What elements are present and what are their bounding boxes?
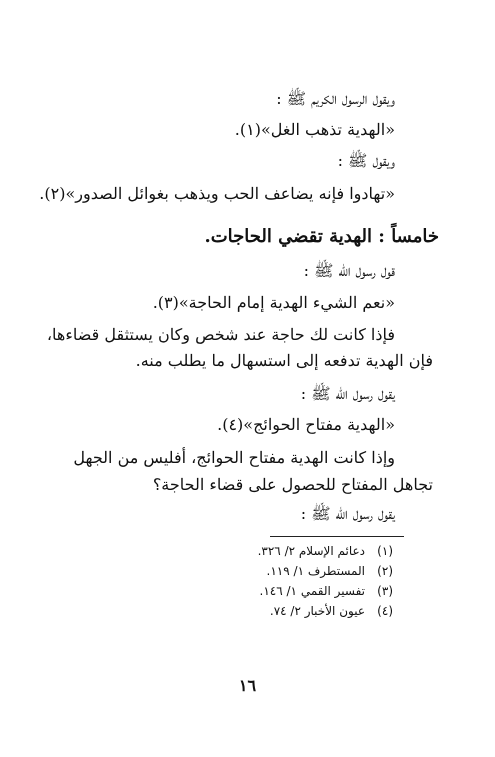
quote-line: «الهدية مفتاح الحوائج»(٤). bbox=[217, 415, 395, 434]
paragraph-line: فإذا كانت لك حاجة عند شخص وكان يستثقل قضاءها، bbox=[46, 325, 395, 344]
paragraph-line: تجاهل المفتاح للحصول على قضاء الحاجة؟ bbox=[152, 475, 433, 494]
text-line: يقول رسول الله ﷺ : bbox=[300, 384, 395, 403]
footnote-text: عيون الأخبار ٢/ ٧٤. bbox=[269, 604, 365, 618]
footnote-text: تفسير القمي ١/ ١٤٦. bbox=[259, 584, 365, 598]
paragraph-line: وإذا كانت الهدية مفتاح الحوائج، أفليس من الجهل bbox=[73, 448, 395, 467]
footnote-text: دعائم الإسلام ٢/ ٣٢٦. bbox=[257, 544, 365, 558]
footnote-number: (١) bbox=[377, 544, 393, 558]
text-line: قول رسول الله ﷺ : bbox=[303, 261, 395, 280]
footnote bbox=[150, 602, 393, 620]
footnote bbox=[150, 542, 393, 560]
text-line: ويقول الرسول الكريم ﷺ : bbox=[276, 89, 395, 108]
text-line: يقول رسول الله ﷺ : bbox=[300, 504, 395, 523]
quote-line: «نعم الشيء الهدية إمام الحاجة»(٣). bbox=[152, 293, 395, 312]
quote-line: «الهدية تذهب الغل»(١). bbox=[234, 120, 395, 139]
paragraph-line: فإن الهدية تدفعه إلى استسهال ما يطلب منه. bbox=[135, 351, 433, 370]
footnote-number: (٣) bbox=[377, 584, 393, 598]
page-number: ١٦ bbox=[238, 676, 257, 695]
footnote-number: (٤) bbox=[377, 604, 393, 618]
footnote-separator bbox=[270, 536, 404, 537]
footnote-number: (٢) bbox=[377, 564, 393, 578]
footnote-text: المستطرف ١/ ١١٩. bbox=[266, 564, 365, 578]
quote-line: «تهادوا فإنه يضاعف الحب ويذهب بغوائل الصدور»(٢). bbox=[39, 184, 395, 203]
footnote bbox=[150, 582, 393, 600]
text-line: ويقول ﷺ : bbox=[337, 151, 395, 170]
section-heading: خامساً : الهدية تقضي الحاجات. bbox=[204, 226, 439, 247]
footnote bbox=[150, 562, 393, 580]
